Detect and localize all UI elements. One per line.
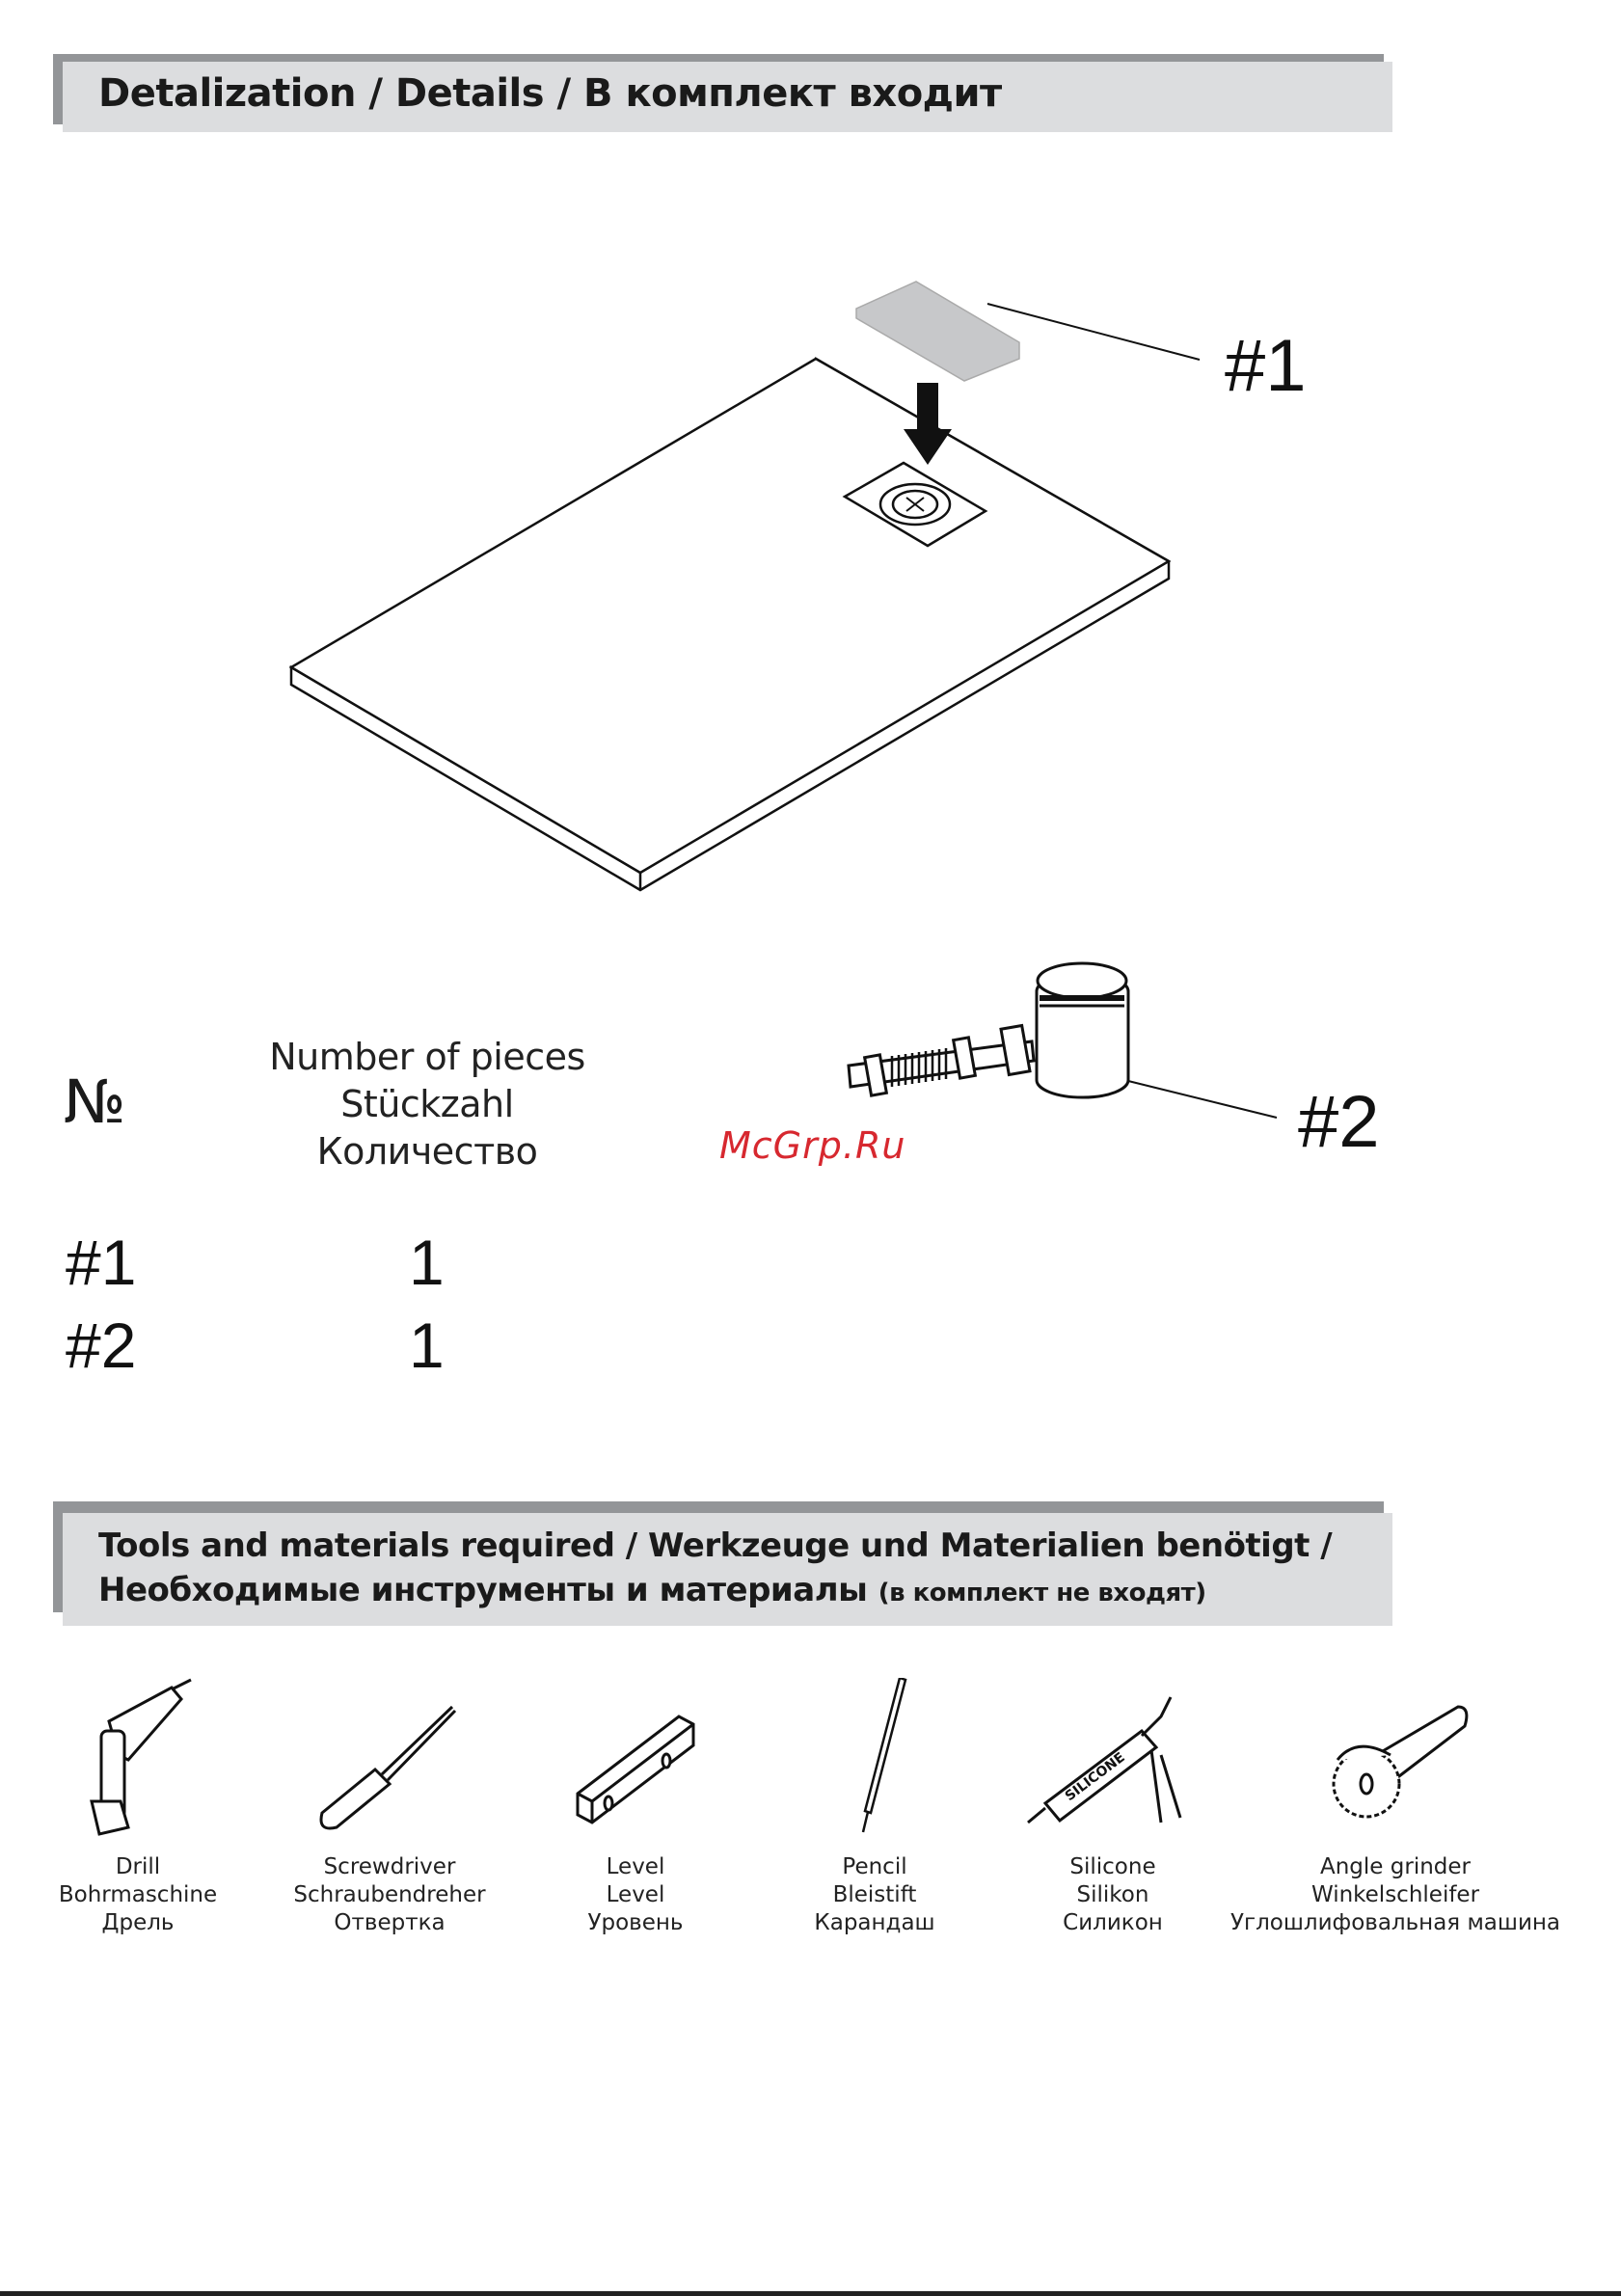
angle-grinder-icon: [1299, 1678, 1492, 1842]
tools-title-line2: [98, 1571, 1206, 1609]
tool-label-en: Silicone: [1069, 1854, 1156, 1879]
tool-label-de: Bleistift: [832, 1882, 917, 1907]
tool-angle-grinder: [1212, 1678, 1579, 1937]
tool-label-en: Pencil: [842, 1854, 907, 1879]
row-id: #1: [66, 1227, 137, 1298]
tool-label-ru: Отвертка: [334, 1910, 446, 1935]
pieces-header-en: Number of pieces: [269, 1036, 585, 1078]
tool-label-ru: Уровень: [587, 1910, 684, 1935]
tool-label-ru: Углошлифовальная машина: [1229, 1910, 1561, 1935]
tool-label-de: Winkelschleifer: [1310, 1882, 1480, 1907]
tool-label-de: Level: [606, 1882, 665, 1907]
tools-title-ru: Необходимые инструменты и материалы: [98, 1571, 868, 1609]
tray-top: [291, 359, 1169, 873]
tool-label-de: Silikon: [1076, 1882, 1149, 1907]
tool-label-en: Level: [606, 1854, 665, 1879]
pieces-column-header: [234, 1034, 620, 1175]
siphon-drawing: [839, 959, 1302, 1123]
row-qty: 1: [409, 1310, 445, 1381]
tool-label-ru: Карандаш: [814, 1910, 935, 1935]
number-column-header: №: [64, 1067, 125, 1137]
tube-label: SILICONE: [1062, 1749, 1128, 1805]
tool-label-en: Screwdriver: [323, 1854, 456, 1879]
tools-title-line1: Tools and materials required / Werkzeuge und Materialien benötigt /: [98, 1526, 1333, 1565]
tool-label-de: Schraubendreher: [293, 1882, 486, 1907]
details-title: Detalization / Details / В комплект входит: [98, 71, 1002, 116]
callout-1: #1: [1225, 325, 1307, 407]
tools-title-note: (в комплект не входят): [878, 1579, 1206, 1607]
row-id: #2: [66, 1310, 137, 1381]
silicone-gun-icon: [1016, 1678, 1209, 1842]
header-left-bar: [53, 54, 63, 124]
tool-label-de: Bohrmaschine: [58, 1882, 218, 1907]
pieces-header-de: Stückzahl: [340, 1083, 514, 1125]
drain-cover-part-1: [856, 282, 1019, 381]
header-strip: [53, 1501, 1384, 1513]
tool-label-ru: Силикон: [1063, 1910, 1163, 1935]
tool-label-en: Drill: [115, 1854, 161, 1879]
pieces-header-ru: Количество: [316, 1130, 538, 1173]
tool-label-en: Angle grinder: [1320, 1854, 1471, 1879]
row-qty: 1: [409, 1227, 445, 1298]
header-left-bar: [53, 1501, 63, 1612]
callout-2: #2: [1298, 1081, 1380, 1163]
watermark: McGrp.Ru: [719, 1124, 906, 1167]
page-bottom-border: [0, 2291, 1621, 2296]
tool-label-ru: Дрель: [101, 1910, 175, 1935]
drill-icon: [61, 1678, 215, 1842]
